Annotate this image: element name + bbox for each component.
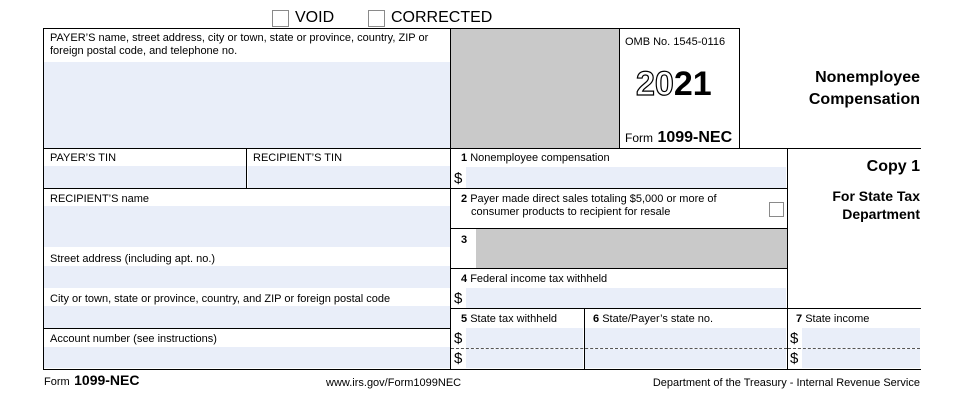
payer-tin-label: PAYER’S TIN [50, 152, 117, 164]
city-state-zip-field[interactable] [44, 306, 450, 328]
box5-dollar-sign-2: $ [454, 350, 463, 367]
box5-state-tax-withheld-field-1[interactable] [466, 328, 583, 348]
box5-state-tax-withheld-field-2[interactable] [466, 349, 583, 368]
recipient-tin-field[interactable] [248, 166, 450, 188]
copy-description-line1: For State Tax [832, 188, 920, 204]
tax-year-prefix: 20 [636, 65, 674, 103]
box6-state-payer-no-field-2[interactable] [585, 349, 786, 368]
divider-box4-box5 [450, 308, 921, 309]
divider-row-tin [43, 148, 921, 149]
omb-form-number: 1099-NEC [657, 129, 733, 146]
divider-box2-box3 [450, 228, 788, 229]
box6-label [593, 313, 713, 325]
box4-text: Federal income tax withheld [470, 273, 608, 285]
corrected-checkbox[interactable] [368, 10, 385, 27]
copy-description [790, 187, 920, 223]
box3-shaded-field [476, 229, 787, 268]
box1-text: Nonemployee compensation [470, 152, 610, 164]
footer-department: Department of the Treasury - Internal Revenue Service [652, 377, 920, 389]
box4-label [461, 273, 607, 285]
corrected-label: CORRECTED [391, 9, 493, 26]
box1-number: 1 [461, 152, 468, 164]
copy-title: Copy 1 [866, 158, 920, 175]
void-label: VOID [295, 9, 335, 26]
account-number-field[interactable] [44, 347, 450, 368]
state-row-separator-left [451, 348, 787, 349]
box1-dollar-sign: $ [454, 170, 463, 187]
recipient-tin-label: RECIPIENT’S TIN [253, 152, 343, 164]
omb-number: OMB No. 1545-0116 [625, 36, 726, 48]
divider-box1-box2 [450, 188, 788, 189]
box3-number: 3 [461, 234, 468, 246]
footer-url: www.irs.gov/Form1099NEC [326, 377, 462, 389]
city-state-zip-label: City or town, state or province, country, and ZIP or foreign postal code [50, 293, 391, 305]
box5-label [461, 313, 557, 325]
box5-text: State tax withheld [470, 313, 558, 325]
box1-label [461, 152, 610, 164]
box2-number: 2 [461, 193, 468, 205]
box4-dollar-sign: $ [454, 290, 463, 307]
form-title-line2: Compensation [808, 91, 920, 108]
payer-name-label: PAYER’S name, street address, city or town, state or province, country, ZIP or foreign postal code, and telephone no. [50, 32, 429, 57]
form-title [745, 67, 920, 111]
street-address-label: Street address (including apt. no.) [50, 253, 216, 265]
form-title-line1: Nonemployee [815, 69, 920, 86]
divider-omb-title [739, 28, 740, 149]
divider-boxes-copy [787, 148, 788, 369]
tax-year [636, 66, 712, 102]
box7-label [796, 313, 869, 325]
shaded-area [451, 29, 619, 149]
omb-form-word: Form [625, 131, 653, 145]
box6-text: State/Payer’s state no. [602, 313, 714, 325]
payer-name-field[interactable] [44, 62, 450, 148]
box5-number: 5 [461, 313, 468, 325]
box6-number: 6 [593, 313, 600, 325]
account-number-label: Account number (see instructions) [50, 333, 217, 345]
footer-form-name [44, 372, 140, 390]
footer-form-number: 1099-NEC [74, 372, 140, 388]
copy-description-line2: Department [842, 206, 920, 222]
box7-state-income-field-1[interactable] [802, 328, 920, 348]
street-address-field[interactable] [44, 266, 450, 288]
void-checkbox[interactable] [272, 10, 289, 27]
box7-dollar-sign-2: $ [790, 350, 799, 367]
payer-tin-field[interactable] [44, 166, 246, 188]
box7-state-income-field-2[interactable] [802, 349, 920, 368]
state-row-separator-right [788, 348, 920, 349]
box2-label [461, 193, 717, 219]
box1-nonemployee-compensation-field[interactable] [466, 167, 786, 188]
recipient-name-label: RECIPIENT’S name [50, 193, 150, 205]
box7-dollar-sign-1: $ [790, 330, 799, 347]
box2-direct-sales-checkbox[interactable] [769, 202, 784, 217]
divider-gray-omb [619, 28, 620, 149]
box7-text: State income [805, 313, 870, 325]
tax-year-suffix: 21 [673, 65, 712, 103]
box4-number: 4 [461, 273, 468, 285]
footer-form-word: Form [44, 376, 70, 388]
box5-dollar-sign-1: $ [454, 330, 463, 347]
form-top-border [43, 28, 740, 29]
divider-row-recipient-name [43, 188, 451, 189]
box6-state-payer-no-field-1[interactable] [585, 328, 786, 348]
box2-text-line1: Payer made direct sales totaling $5,000 or more of [470, 193, 717, 205]
divider-box3-box4 [450, 268, 788, 269]
form-bottom-border [43, 369, 921, 370]
box7-number: 7 [796, 313, 803, 325]
box2-text-line2: consumer products to recipient for resale [471, 206, 671, 218]
divider-row-account [43, 328, 451, 329]
form-left-border [43, 28, 44, 369]
divider-payer-gray [450, 28, 451, 369]
divider-box5-box6 [584, 308, 585, 369]
omb-form-name [625, 129, 732, 147]
box4-federal-tax-withheld-field[interactable] [466, 288, 786, 308]
recipient-name-field[interactable] [44, 206, 450, 247]
divider-payer-recipient-tin [246, 148, 247, 189]
